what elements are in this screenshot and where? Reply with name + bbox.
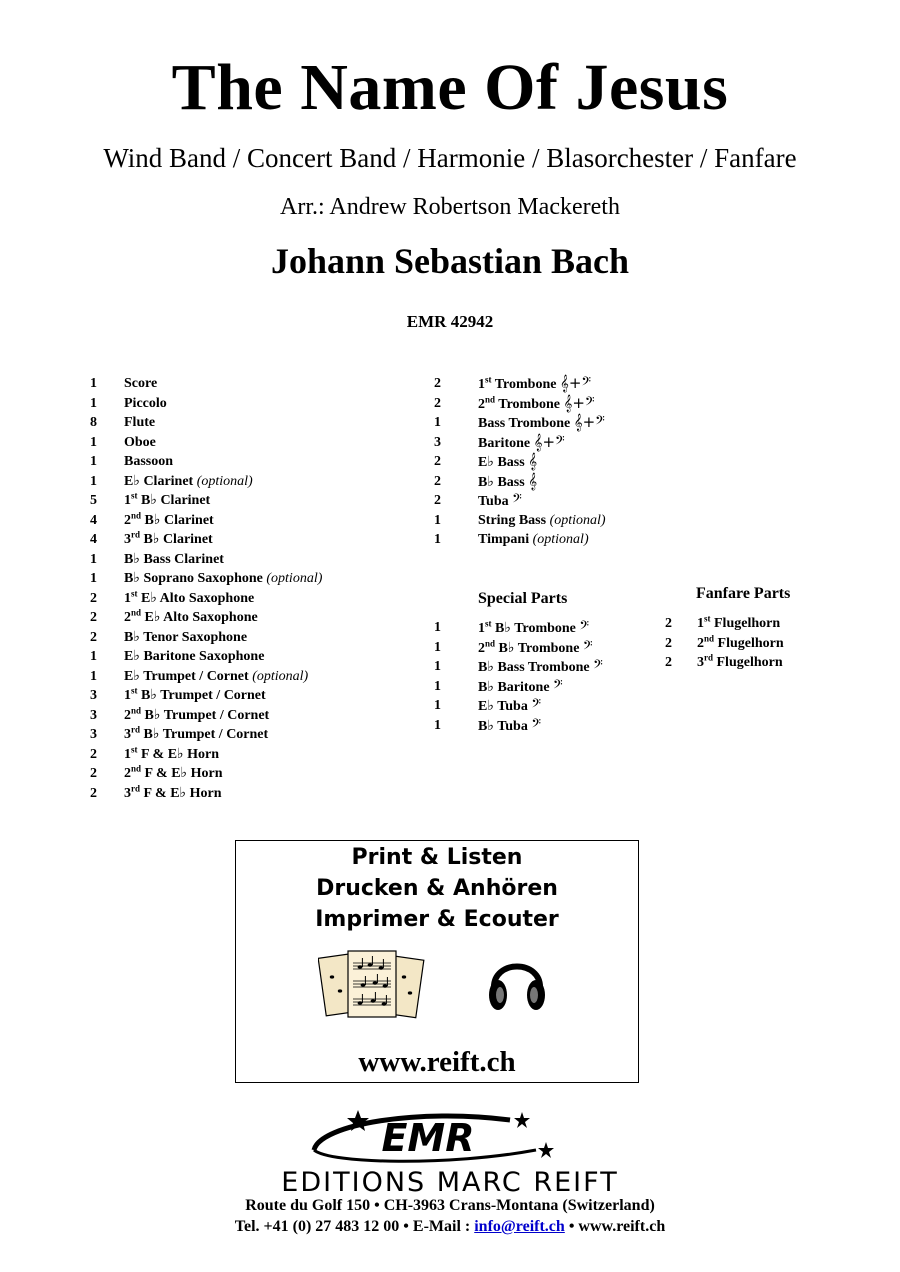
composer: Johann Sebastian Bach xyxy=(270,241,630,281)
clef-icon: 𝄞 xyxy=(528,452,538,470)
part-row xyxy=(90,491,410,511)
part-row xyxy=(90,374,410,394)
logo-letters: EMR xyxy=(381,1116,475,1160)
part-name xyxy=(124,667,308,687)
part-quantity: 1 xyxy=(90,454,97,469)
ordinal-suffix: st xyxy=(131,743,138,754)
part-quantity: 3 xyxy=(90,727,97,742)
ordinal-number: 1 xyxy=(478,621,485,636)
part-row xyxy=(434,394,664,414)
part-name xyxy=(478,677,563,698)
part-row xyxy=(665,653,865,673)
part-quantity: 2 xyxy=(434,473,441,489)
ordinal-number: 2 xyxy=(124,610,131,625)
instrument-name: E♭ Alto Saxophone xyxy=(144,610,258,625)
part-name xyxy=(478,657,603,678)
part-name xyxy=(478,394,595,415)
instrument-name: B♭ Tenor Saxophone xyxy=(124,629,248,645)
part-quantity: 2 xyxy=(434,376,441,391)
instrument-name: B♭ Clarinet xyxy=(143,532,213,547)
instrument-name: B♭ Trumpet / Cornet xyxy=(143,727,269,742)
ordinal-number: 1 xyxy=(124,590,131,606)
part-name xyxy=(124,472,253,492)
instrument-name: Tuba xyxy=(478,494,509,509)
part-row xyxy=(90,472,410,492)
clef-icon: 𝄞+𝄢 xyxy=(559,374,592,392)
part-row xyxy=(434,374,664,394)
ordinal-suffix: rd xyxy=(704,652,713,663)
part-name xyxy=(124,550,224,570)
instrument-name: Oboe xyxy=(124,434,156,450)
instrument-name: E♭ Baritone Saxophone xyxy=(124,649,265,664)
ordinal-suffix: st xyxy=(704,613,711,624)
part-row xyxy=(90,745,410,765)
ordinal-number: 2 xyxy=(124,766,131,781)
part-name xyxy=(124,647,264,667)
part-name xyxy=(478,374,591,395)
ordinal-suffix: st xyxy=(131,587,138,598)
instrument-name: B♭ Bass Clarinet xyxy=(124,551,224,567)
part-quantity: 2 xyxy=(665,655,672,670)
ordinal-suffix: st xyxy=(485,374,492,385)
ordinal-number: 2 xyxy=(697,635,704,651)
part-name xyxy=(124,569,322,589)
publisher-contact xyxy=(0,1217,900,1237)
instrument-name: B♭ Baritone xyxy=(478,679,550,695)
clef-icon: 𝄢 xyxy=(593,657,603,675)
instrument-name: B♭ Trumpet / Cornet xyxy=(144,707,270,723)
part-row xyxy=(90,647,410,667)
instrument-name: B♭ Bass Trombone xyxy=(478,660,590,675)
instrument-name: F & E♭ Horn xyxy=(143,785,222,801)
clef-icon: 𝄢 xyxy=(531,715,541,734)
part-quantity: 1 xyxy=(434,620,441,635)
promo-line-german: Drucken & Anhören xyxy=(316,876,558,901)
part-quantity: 1 xyxy=(434,639,441,655)
parts-list-column-2 xyxy=(434,374,664,550)
part-quantity: 2 xyxy=(90,766,97,781)
part-name xyxy=(124,491,210,511)
part-row xyxy=(90,706,410,726)
part-quantity: 1 xyxy=(90,668,97,684)
instrument-name: Trombone xyxy=(494,377,557,392)
clef-icon: 𝄞+𝄢 xyxy=(573,413,605,431)
part-name xyxy=(124,764,223,784)
part-row xyxy=(90,764,410,784)
part-name xyxy=(124,511,214,531)
part-quantity: 2 xyxy=(665,616,672,631)
ordinal-suffix: nd xyxy=(485,637,496,648)
ordinal-suffix: nd xyxy=(131,763,142,774)
part-row xyxy=(90,550,410,570)
score-title: The Name Of Jesus xyxy=(171,51,729,124)
part-quantity: 3 xyxy=(434,434,441,450)
instrument-name: Flugelhorn xyxy=(716,655,783,670)
part-name xyxy=(697,614,780,634)
part-name xyxy=(478,433,565,454)
special-parts-heading: Special Parts xyxy=(478,590,568,607)
part-name xyxy=(124,784,222,804)
ordinal-suffix: rd xyxy=(131,724,140,735)
part-name xyxy=(478,716,541,737)
ordinal-number: 3 xyxy=(124,785,131,801)
instrument-name: Score xyxy=(124,376,158,391)
part-quantity: 1 xyxy=(90,376,97,391)
part-name xyxy=(478,511,606,531)
optional-note: (optional) xyxy=(549,512,606,528)
instrument-name: B♭ Trombone xyxy=(495,621,576,636)
promo-line-english: Print & Listen xyxy=(351,845,523,870)
part-quantity: 2 xyxy=(434,493,441,508)
ordinal-suffix: nd xyxy=(485,393,496,404)
part-quantity: 2 xyxy=(90,629,97,645)
part-name xyxy=(478,530,589,550)
optional-note: (optional) xyxy=(252,668,309,684)
part-row xyxy=(90,628,410,648)
instrument-name: Piccolo xyxy=(124,395,167,411)
instrument-name: Bassoon xyxy=(124,454,174,469)
instrument-name: B♭ Tuba xyxy=(478,718,528,734)
parts-list-column-1 xyxy=(90,374,410,803)
promo-website-link[interactable]: www.reift.ch xyxy=(358,1046,516,1078)
part-name xyxy=(124,745,219,765)
special-parts-list xyxy=(434,618,664,735)
instrument-name: Trombone xyxy=(498,396,560,412)
ordinal-number: 2 xyxy=(124,707,131,723)
part-quantity: 2 xyxy=(90,590,97,606)
print-listen-box xyxy=(235,840,639,1083)
part-row xyxy=(434,696,664,716)
part-quantity: 2 xyxy=(90,746,97,762)
instrument-name: B♭ Clarinet xyxy=(144,512,214,528)
part-row xyxy=(434,413,664,433)
part-name xyxy=(478,472,537,493)
part-quantity: 1 xyxy=(90,473,97,489)
instrument-name: F & E♭ Horn xyxy=(144,766,223,781)
part-quantity: 1 xyxy=(434,512,441,528)
clef-icon: 𝄢 xyxy=(512,491,522,509)
part-row xyxy=(90,608,410,628)
ordinal-number: 3 xyxy=(124,532,131,547)
part-quantity: 1 xyxy=(90,551,97,567)
part-name xyxy=(124,589,254,609)
part-row xyxy=(434,677,664,697)
part-row xyxy=(434,452,664,472)
instrument-name: B♭ Trumpet / Cornet xyxy=(141,688,266,703)
instrument-name: E♭ Clarinet xyxy=(124,473,194,489)
instrument-name: String Bass xyxy=(478,512,547,528)
part-name xyxy=(124,686,266,706)
part-row xyxy=(90,433,410,453)
part-quantity: 2 xyxy=(434,395,441,411)
part-quantity: 3 xyxy=(90,688,97,703)
part-quantity: 5 xyxy=(90,493,97,508)
part-name xyxy=(124,706,269,726)
part-quantity: 4 xyxy=(90,532,97,547)
ordinal-suffix: rd xyxy=(131,529,140,540)
part-quantity: 2 xyxy=(90,785,97,801)
part-quantity: 1 xyxy=(434,532,441,547)
part-quantity: 3 xyxy=(90,707,97,723)
part-name xyxy=(124,413,155,433)
part-name xyxy=(124,394,167,414)
sheet-music-icon xyxy=(318,947,428,1029)
instrument-name: Baritone xyxy=(478,435,531,451)
part-row xyxy=(90,667,410,687)
instrument-name: Flugelhorn xyxy=(714,616,781,631)
part-row xyxy=(90,784,410,804)
part-row xyxy=(665,634,865,654)
part-name xyxy=(478,696,541,717)
ordinal-number: 1 xyxy=(124,746,131,762)
part-name xyxy=(124,725,268,745)
clef-icon: 𝄢 xyxy=(582,637,593,656)
part-name xyxy=(697,653,783,673)
part-quantity: 1 xyxy=(434,659,441,674)
part-name xyxy=(697,634,784,654)
instrument-name: Timpani xyxy=(478,532,530,547)
part-row xyxy=(665,614,865,634)
ordinal-suffix: nd xyxy=(704,632,715,643)
part-row xyxy=(90,511,410,531)
arranger: Arr.: Andrew Robertson Mackereth xyxy=(280,194,620,220)
part-name xyxy=(124,433,156,453)
part-quantity: 2 xyxy=(90,610,97,625)
part-quantity: 1 xyxy=(90,571,97,586)
part-row xyxy=(90,569,410,589)
instrument-name: B♭ Bass xyxy=(478,474,525,490)
ordinal-number: 1 xyxy=(697,616,704,631)
optional-note: (optional) xyxy=(532,532,589,547)
part-quantity: 2 xyxy=(434,454,441,469)
optional-note: (optional) xyxy=(196,473,253,489)
ordinal-number: 2 xyxy=(478,396,485,412)
fanfare-parts-heading: Fanfare Parts xyxy=(696,585,791,602)
instrument-name: E♭ Trumpet / Cornet xyxy=(124,668,249,684)
part-quantity: 4 xyxy=(90,512,97,528)
part-quantity: 1 xyxy=(434,698,441,713)
part-quantity: 1 xyxy=(434,717,441,733)
emr-logo-icon xyxy=(300,1106,560,1170)
clef-icon: 𝄢 xyxy=(531,696,541,714)
part-row xyxy=(90,413,410,433)
instrument-name: E♭ Alto Saxophone xyxy=(141,590,255,606)
ordinal-suffix: st xyxy=(131,685,138,696)
clef-icon: 𝄞 xyxy=(528,471,538,490)
part-row xyxy=(90,686,410,706)
part-quantity: 1 xyxy=(434,415,441,430)
part-row xyxy=(434,657,664,677)
part-row xyxy=(90,530,410,550)
ordinal-suffix: nd xyxy=(131,704,142,715)
part-name xyxy=(124,530,213,550)
instrument-name: Flute xyxy=(124,415,156,430)
instrument-name: Bass Trombone xyxy=(478,416,571,431)
instrument-name: Flugelhorn xyxy=(717,635,784,651)
ordinal-suffix: rd xyxy=(131,782,140,793)
instrument-name: B♭ Soprano Saxophone xyxy=(124,571,263,586)
part-name xyxy=(478,452,537,473)
part-name xyxy=(124,628,247,648)
ordinal-number: 3 xyxy=(697,655,704,670)
part-row xyxy=(434,491,664,511)
ordinal-suffix: st xyxy=(485,618,492,629)
part-row xyxy=(90,725,410,745)
part-row xyxy=(434,472,664,492)
part-row xyxy=(434,618,664,638)
part-row xyxy=(90,452,410,472)
ordinal-number: 1 xyxy=(478,377,485,392)
instrument-name: B♭ Trombone xyxy=(498,640,580,656)
part-name xyxy=(478,618,589,639)
part-quantity: 8 xyxy=(90,415,97,430)
part-quantity: 1 xyxy=(434,678,441,694)
part-row xyxy=(90,394,410,414)
instrument-name: E♭ Tuba xyxy=(478,699,528,714)
part-quantity: 1 xyxy=(90,434,97,450)
part-quantity: 2 xyxy=(665,635,672,651)
ordinal-number: 2 xyxy=(478,640,485,656)
optional-note: (optional) xyxy=(266,571,323,586)
instrument-name: B♭ Clarinet xyxy=(141,493,211,508)
ordinal-number: 1 xyxy=(124,493,131,508)
part-quantity: 1 xyxy=(90,649,97,664)
part-row xyxy=(434,716,664,736)
part-name xyxy=(478,491,522,512)
ordinal-number: 2 xyxy=(124,512,131,528)
ordinal-number: 3 xyxy=(124,727,131,742)
instrument-name: E♭ Bass xyxy=(478,455,525,470)
contact-website[interactable]: • www.reift.ch xyxy=(564,1218,666,1235)
instrument-name: F & E♭ Horn xyxy=(141,746,220,762)
contact-phone: Tel. +41 (0) 27 483 12 00 • E-Mail : xyxy=(234,1218,475,1235)
part-quantity: 1 xyxy=(90,395,97,411)
part-row xyxy=(434,530,664,550)
part-row xyxy=(434,433,664,453)
part-name xyxy=(124,452,173,472)
fanfare-parts-list xyxy=(665,614,865,673)
part-name xyxy=(124,374,157,394)
promo-line-french: Imprimer & Ecouter xyxy=(315,907,559,932)
clef-icon: 𝄢 xyxy=(553,676,563,695)
clef-icon: 𝄞+𝄢 xyxy=(563,393,595,412)
catalog-number: EMR 42942 xyxy=(406,312,494,331)
part-row xyxy=(434,638,664,658)
part-name xyxy=(478,638,593,659)
ordinal-suffix: nd xyxy=(131,607,142,618)
part-row xyxy=(434,511,664,531)
ordinal-number: 1 xyxy=(124,688,131,703)
clef-icon: 𝄢 xyxy=(579,618,590,636)
ordinal-suffix: nd xyxy=(131,509,142,520)
ordinal-suffix: st xyxy=(131,490,138,501)
part-row xyxy=(90,589,410,609)
publisher-name: EDITIONS MARC REIFT xyxy=(281,1167,619,1198)
clef-icon: 𝄞+𝄢 xyxy=(533,432,565,451)
headphones-icon xyxy=(486,947,548,1017)
publisher-address: Route du Golf 150 • CH-3963 Crans-Montana (Switzerland) xyxy=(245,1197,655,1214)
email-link[interactable]: info@reift.ch xyxy=(474,1218,565,1235)
part-name xyxy=(478,413,605,434)
part-name xyxy=(124,608,258,628)
ensemble-subtitle: Wind Band / Concert Band / Harmonie / Blasorchester / Fanfare xyxy=(103,143,797,173)
